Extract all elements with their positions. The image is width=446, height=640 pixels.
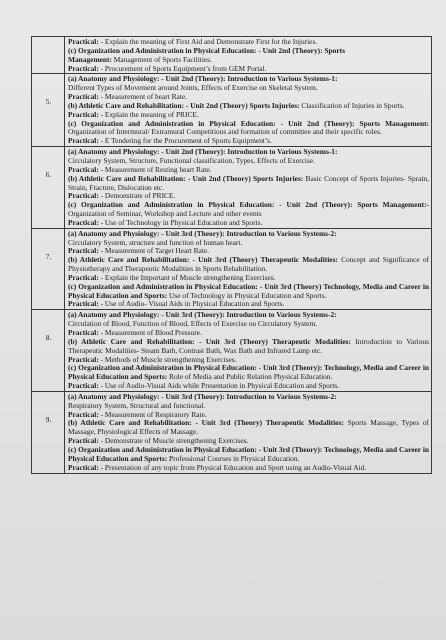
content-line [68,137,429,146]
body-text: - Explain the meaning of First Aid and Demonstrate First for the Injuries. [100,37,318,46]
content-line [68,256,429,274]
bold-heading: (a) Anatomy and Physiology: - Unit 2nd (Theory): Introduction to Various Systems-1: [68,147,338,157]
bold-heading: Practical: [68,381,101,391]
bold-heading: (b) Athletic Care and Rehabilitation: - Unit 3rd (Theory) Therapeutic Modalities: [68,255,342,265]
body-text: Basic Concept of Sports Injuries- Sprain, Strain, Fracture, Dislocation etc. [68,173,429,192]
body-text: Concept and Significance of Physiotherapy and Therapeutic Modalities in Sports Rehabilitation. [68,255,429,274]
body-text: Introduction to Various Therapeutic Modalities- Steam Bath, Contrast Bath, Wax Bath and Infrared Lamp etc. [68,336,429,355]
row-content [65,228,432,310]
bold-heading: Practical: [68,217,101,227]
bold-heading: Practical: [68,164,101,174]
bold-heading: (a) Anatomy and Physiology: - Unit 2nd (Theory): Introduction to Various Systems-1: [68,74,338,84]
table-row [32,74,432,147]
body-text: - Explain the meaning of PRICE. [100,109,199,119]
content-line [68,464,429,473]
body-text: - Measurement of Blood Pressure. [100,328,202,337]
row-number: 9. [32,391,65,473]
body-text: - Demonstrate of Muscle strengthening Exercises. [100,436,249,446]
bold-heading: (a) Anatomy and Physiology: - Unit 3rd (Theory): Introduction to Various Systems-2: [68,228,337,238]
row-number: 5. [32,74,65,147]
row-content [65,310,432,392]
content-line [68,300,429,309]
row-content [65,74,432,147]
body-text: Classification of Injuries in Sports. [301,100,405,110]
row-number: 8. [32,310,65,392]
bold-heading: (c) Organization and Administration in Physical Education: - Unit 3rd (Theory): Technology, Media and Career in Physical Education and Sports: [68,363,429,382]
body-text: - Use of Technology in Physical Education and Sports. [100,217,263,227]
row-number: 7. [32,228,65,310]
bold-heading: (a) Anatomy and Physiology: - Unit 3rd (Theory): Introduction to Various Systems-2: [68,391,337,401]
bold-heading: Practical: [68,272,101,282]
body-text: Role of Media and Public Relation Physical Education. [169,372,333,382]
content-line [68,419,429,437]
bold-heading: (c) Organization and Administration in Physical Education: - Unit 3rd (Theory): Technology, Media and Career in Physical Education and Sports: [68,444,429,463]
body-text: - Measurement of Resting heart Rate. [100,164,212,174]
bold-heading: (b) Athletic Care and Rehabilitation: - Unit 3rd (Theory) Therapeutic Modalities: [68,418,348,428]
bold-heading: Practical: [68,109,101,119]
bold-heading: Practical: [68,92,101,102]
row-content [65,37,432,74]
bold-heading: Practical: [68,354,101,364]
bold-heading: Practical: [68,328,101,337]
body-text: Organization of Seminar, Workshop and Lecture and other events [68,209,262,219]
body-text: - Measurement of heart Rate. [100,92,188,102]
bold-heading: (b) Athletic Care and Rehabilitation: - Unit 2nd (Theory) Sports Injuries: [68,173,306,183]
bold-heading: (b) Athletic Care and Rehabilitation: - Unit 2nd (Theory) Sports Injuries: [68,100,302,110]
body-text: - Measurement of Respiratory Rate. [100,409,207,419]
bold-heading: Management: [68,54,114,64]
body-text: Management of Sports Facilities. [113,54,212,64]
body-text: - Explain the Important of Muscle strengthening Exercises. [100,272,276,282]
body-text: Circulatory System, Structure, Functional classification, Types, Effects of Exercise. [68,155,315,165]
body-text: Circulation of Blood, Function of Blood, Effects of Exercise on Circulatory System. [68,319,318,329]
bold-heading: Practical: [68,37,101,46]
body-text: Organization of Intermural/ Extramural Competitions and formation of committee and their specific roles. [68,127,382,137]
body-text: Different Types of Movement around Joints, Effects of Exercise on Skeletal System. [68,83,318,93]
table-row [32,310,432,392]
content-line [68,382,429,391]
body-text: - Procurement of Sports Equipment’s from GEM Portal. [100,63,267,73]
syllabus-table [31,36,432,474]
body-text: Circulatory System, structure and function of human heart. [68,237,243,247]
content-line [68,175,429,193]
bold-heading: Practical: [68,462,101,472]
bold-heading: (c) Organization and Administration in Physical Education: - Unit 2nd (Theory): Sports Management:- [68,200,429,210]
body-text: - Methods of Muscle strengthening Exercises. [100,354,237,364]
content-line [68,219,429,228]
table-row [32,37,432,74]
content-line [68,201,429,219]
bold-heading: (b) Athletic Care and Rehabilitation: - Unit 3rd (Theory) Therapeutic Modalities: [68,336,356,346]
bold-heading: Practical: [68,63,101,73]
content-line [68,283,429,301]
body-text: - Use of Audio- Visual Aids in Physical Education and Sports. [100,299,285,309]
content-line [68,338,429,356]
body-text: Respiratory System, Structural and functional. [68,400,206,410]
content-line [68,364,429,382]
content-line [68,120,429,138]
content-line [68,446,429,464]
body-text: Professional Courses in Physical Education. [169,453,300,463]
bold-heading: Practical: [68,436,101,446]
row-content [65,391,432,473]
body-text: - E Tendering for the Procurement of Sports Equipment’s. [100,136,272,146]
bold-heading: (a) Anatomy and Physiology: - Unit 3rd (Theory): Introduction to Various Systems-2: [68,310,337,320]
bold-heading: Practical: [68,136,101,146]
bold-heading: (c) Organization and Administration in Physical Education: - Unit 2nd (Theory): Sports [68,45,345,55]
bold-heading: Practical: [68,299,101,309]
body-text: - Measurement of Target Heart Rate. [100,246,210,256]
bold-heading: Practical: [68,191,101,201]
bold-heading: Practical: [68,246,101,256]
table-row [32,228,432,310]
table-row [32,147,432,229]
body-text: - Use of Audio-Visual Aids while Presentation in Physical Education and Sports. [100,381,340,391]
bold-heading: (c) Organization and Administration in Physical Education: - Unit 2nd (Theory): Sports Management: [68,118,429,128]
row-number [32,37,65,74]
content-line [68,65,429,74]
body-text: Sports Massage, Types of Massage, Physiological Effects of Massage. [68,418,429,437]
table-row [32,391,432,473]
body-text: - Presentation of any topic from Physical Education and Sport using an Audio-Visual Aid. [100,462,367,472]
row-content [65,147,432,229]
bold-heading: Practical: [68,409,101,419]
body-text: Use of Technology in Physical Education and Sports. [169,290,327,300]
body-text: - Demonstrate of PRICE. [100,191,176,201]
bold-heading: (c) Organization and Administration in Physical Education: - Unit 3rd (Theory) Technology, Media and Career in Physical Education and Sports: [68,281,429,300]
row-number: 6. [32,147,65,229]
